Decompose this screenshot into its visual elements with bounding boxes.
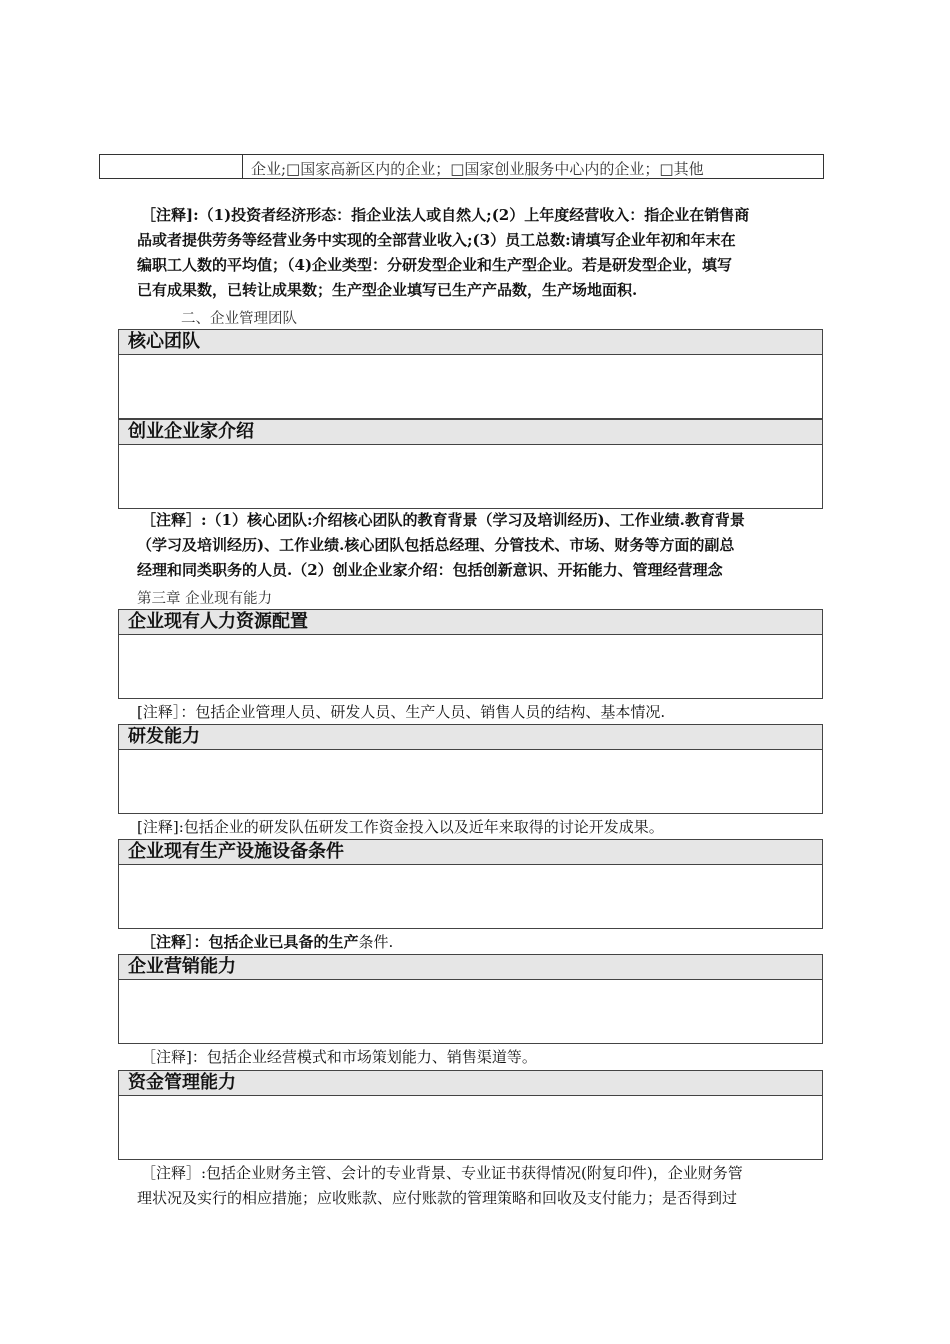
finance-box (118, 1070, 823, 1160)
rd-header: 研发能力 (119, 725, 822, 750)
note-team-line2: （学习及培训经历)、工作业绩.核心团队包括总经理、分管技术、市场、财务等方面的副总 (137, 536, 735, 554)
rd-box (118, 724, 823, 814)
finance-content[interactable] (119, 1096, 822, 1159)
founder-header: 创业企业家介绍 (119, 419, 822, 445)
note-rd: [注释]:包括企业的研发队伍研发工作资金投入以及近年来取得的讨论开发成果。 (137, 818, 664, 836)
note-team-line1: ［注释］:（1）核心团队:介绍核心团队的教育背景（学习及培训经历)、工作业绩.教育背景 (141, 511, 745, 529)
production-box (118, 839, 823, 929)
chapter-current-capability-heading: 第三章 企业现有能力 (137, 591, 273, 607)
note-investor-line1: ［注释]:（1)投资者经济形态：指企业法人或自然人;(2）上年度经营收入：指企业在销售商 (141, 206, 750, 224)
note-marketing: ［注释]：包括企业经营模式和市场策划能力、销售渠道等。 (141, 1048, 537, 1066)
note-investor-line3: 编职工人数的平均值；（4)企业类型：分研发型企业和生产型企业。若是研发型企业，填写 (137, 256, 733, 274)
enterprise-type-row (99, 154, 824, 179)
production-content[interactable] (119, 865, 822, 928)
marketing-box (118, 954, 823, 1044)
rd-content[interactable] (119, 750, 822, 813)
hr-content[interactable] (119, 635, 822, 698)
core-team-box (118, 329, 823, 419)
note-hr: [注释］：包括企业管理人员、研发人员、生产人员、销售人员的结构、基本情况. (137, 703, 666, 721)
core-team-content[interactable] (119, 355, 822, 418)
hr-header: 企业现有人力资源配置 (119, 610, 822, 635)
note-team-line3: 经理和同类职务的人员.（2）创业企业家介绍：包括创新意识、开拓能力、管理经营理念 (137, 561, 723, 579)
founder-content[interactable] (119, 445, 822, 509)
enterprise-type-label-cell (100, 155, 243, 178)
enterprise-type-options: 企业;□国家高新区内的企业；□国家创业服务中心内的企业；□其他 (251, 160, 704, 178)
note-investor-line2: 品或者提供劳务等经营业务中实现的全部营业收入;(3）员工总数:请填写企业年初和年末在 (137, 231, 736, 249)
founder-box (118, 419, 823, 509)
note-production-bold: ［注释］：包括企业已具备的生产 (141, 933, 359, 951)
section-management-team-heading: 二、企业管理团队 (181, 311, 297, 327)
note-production-plain: 条件. (358, 933, 394, 951)
note-finance-line2: 理状况及实行的相应措施；应收账款、应付账款的管理策略和回收及支付能力；是否得到过 (137, 1189, 738, 1207)
note-investor-line4: 已有成果数，已转让成果数；生产型企业填写已生产产品数，生产场地面积. (137, 281, 638, 299)
note-finance-line1: ［注释］:包括企业财务主管、会计的专业背景、专业证书获得情况(附复印件)，企业财务管 (141, 1164, 743, 1182)
marketing-content[interactable] (119, 980, 822, 1043)
finance-header: 资金管理能力 (119, 1071, 822, 1096)
marketing-header: 企业营销能力 (119, 955, 822, 980)
core-team-header: 核心团队 (119, 330, 822, 355)
production-header: 企业现有生产设施设备条件 (119, 840, 822, 865)
hr-box (118, 609, 823, 699)
note-production (141, 930, 393, 955)
